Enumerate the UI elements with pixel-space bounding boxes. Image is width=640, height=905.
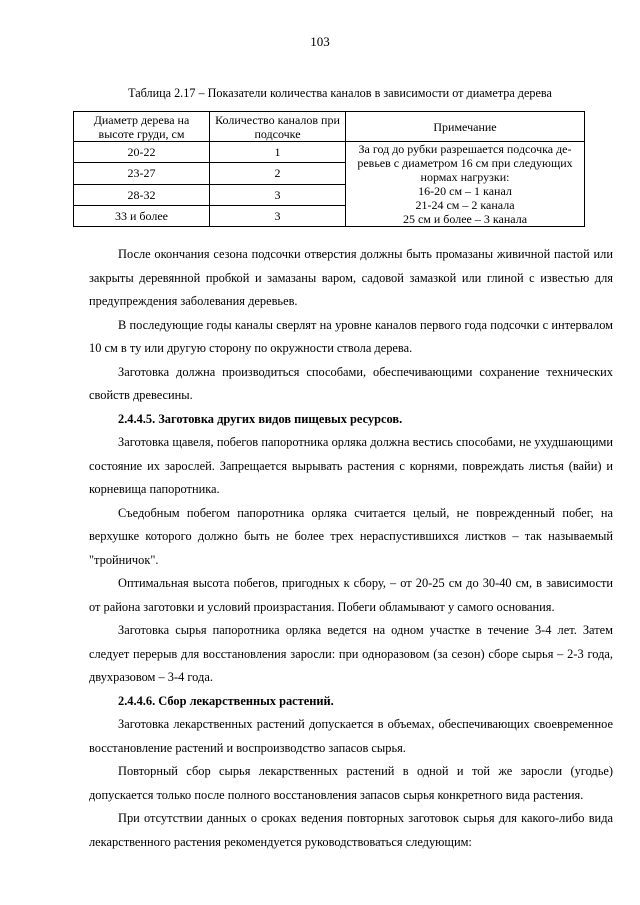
cell-channels: 3 <box>210 205 346 226</box>
body-text <box>89 243 613 854</box>
cell-diameter: 33 и более <box>74 205 210 226</box>
cell-diameter: 23-27 <box>74 163 210 184</box>
header-channels: Количество каналов при подсочке <box>210 112 346 142</box>
paragraph: Оптимальная высота побегов, пригодных к сбору, – от 20-25 см до 30-40 см, в зависимости от района заготовки и условий произрастания. Побеги обламывают у самого основания. <box>89 576 613 614</box>
cell-diameter: 20-22 <box>74 142 210 163</box>
paragraph: Повторный сбор сырья лекарственных растений в одной и той же заросли (угодье) допускается только после полного восстановления запасов сырья конкретного вида растения. <box>89 764 613 802</box>
paragraph: Заготовка сырья папоротника орляка ведется на одном участке в течение 3-4 лет. Затем следует перерыв для восстановления заросли: при одноразовом (за сезон) сборе сырья – 2-3 года, двухразовом – 3-4 года. <box>89 623 613 684</box>
section-heading: 2.4.4.6. Сбор лекарственных растений. <box>118 693 334 708</box>
paragraph: Заготовка лекарственных растений допускается в объемах, обеспечивающих своевременное восстановление растений и воспроизводство запасов сырья. <box>89 717 613 755</box>
note-line: 25 см и более – 3 канала <box>402 212 528 226</box>
note-line: ревьев с диаметром 16 см при следующих <box>357 156 573 170</box>
table-caption: Таблица 2.17 – Показатели количества каналов в зависимости от диаметра дерева <box>128 86 552 100</box>
paragraph: Заготовка щавеля, побегов папоротника орляка должна вестись способами, не ухудшающими состояние их зарослей. Запрещается вырывать растения с корнями, повреждать листья (вайи) и корневища папоротника. <box>89 435 613 496</box>
header-note: Примечание <box>346 112 585 142</box>
note-line: За год до рубки разрешается подсочка де- <box>358 142 572 156</box>
paragraph: При отсутствии данных о сроках ведения повторных заготовок сырья для какого-либо вида лекарственного растения рекомендуется руководствоваться следующим: <box>89 811 613 849</box>
note-cell <box>346 142 585 227</box>
paragraph: Съедобным побегом папоротника орляка считается целый, не поврежденный побег, на верхушке которого должно быть не более трех нераспустившихся листков – так называемый "тройничок". <box>89 505 613 567</box>
paragraph: Заготовка должна производиться способами, обеспечивающими сохранение технических свойств древесины. <box>89 364 613 402</box>
note-line: 16-20 см – 1 канал <box>418 184 512 198</box>
paragraph: В последующие годы каналы сверлят на уровне каналов первого года подсочки с интервалом 10 см в ту или другую сторону по окружности ствола дерева. <box>89 317 613 355</box>
paragraph: После окончания сезона подсочки отверстия должны быть промазаны живичной пастой или закрыты деревянной пробкой и замазаны варом, садовой замазкой или глиной с известью для предупреждения заболевания деревьев. <box>89 247 613 308</box>
note-line: 21-24 см – 2 канала <box>415 198 515 212</box>
note-line: нормах нагрузки: <box>420 170 510 184</box>
table-row <box>74 142 585 163</box>
cell-channels: 3 <box>210 184 346 205</box>
cell-channels: 2 <box>210 163 346 184</box>
page-number: 103 <box>310 34 330 49</box>
cell-diameter: 28-32 <box>74 184 210 205</box>
header-diameter: Диаметр дерева на высоте груди, см <box>74 112 210 142</box>
data-table <box>73 111 585 227</box>
cell-channels: 1 <box>210 142 346 163</box>
section-heading: 2.4.4.5. Заготовка других видов пищевых ресурсов. <box>118 411 403 426</box>
